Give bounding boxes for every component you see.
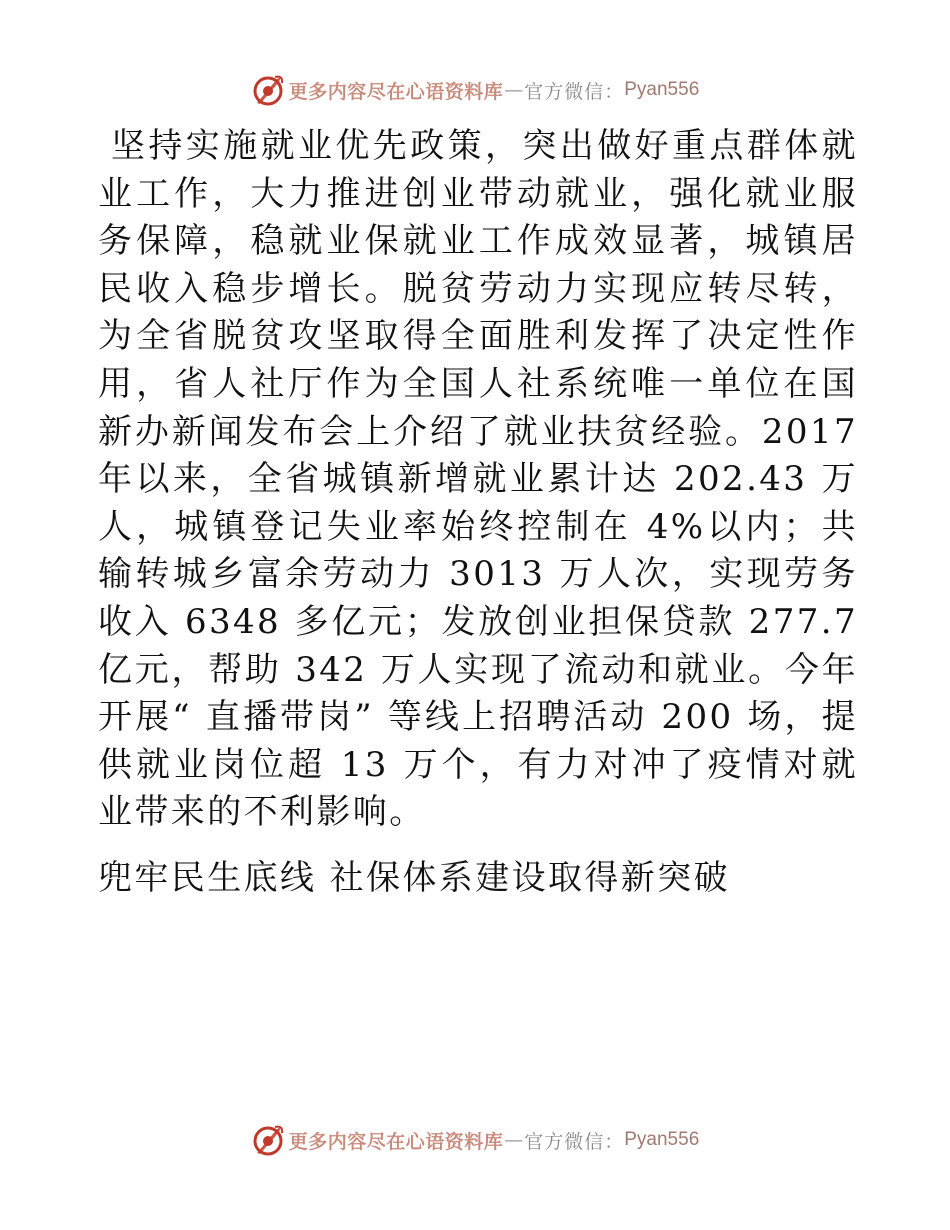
watermark-separator: —	[504, 1129, 524, 1151]
section-heading-text: 兜牢民生底线 社保体系建设取得新突破	[98, 857, 731, 898]
watermark-wechat-id: Pyan556	[624, 79, 700, 100]
watermark-footer	[0, 1120, 950, 1160]
watermark-separator: —	[504, 79, 524, 101]
watermark-wechat-id: Pyan556	[624, 1129, 700, 1150]
watermark-main-text: 更多内容尽在心语资料库	[288, 80, 504, 103]
quill-logo-icon	[251, 1123, 285, 1157]
watermark-wechat-label: 官方微信：	[524, 80, 625, 103]
watermark-main-text: 更多内容尽在心语资料库	[288, 1130, 504, 1153]
watermark-wechat-label: 官方微信：	[524, 1130, 625, 1153]
section-heading	[98, 855, 858, 903]
quill-logo-icon	[251, 73, 285, 107]
document-body	[98, 123, 858, 903]
body-paragraph	[98, 123, 858, 837]
body-paragraph-text: 坚持实施就业优先政策，突出做好重点群体就业工作，大力推进创业带动就业，强化就业服务保障，稳就业保就业工作成效显著，城镇居民收入稳步增长。脱贫劳动力实现应转尽转，为全省脱贫攻坚取得全面胜利发挥了决定性作用，省人社厅作为全国人社系统唯一单位在国新办新闻发布会上介绍了就业扶贫经验。2017 年以来，全省城镇新增就业累计达 202.43 万人，城镇登记失业率始终控制在 4%以内；共输转城乡富余劳动力 3013 万人次，实现劳务收入 6348 多亿元；发放创业担保贷款 277.7 亿元，帮助 342 万人实现了流动和就业。今年开展“ 直播带岗” 等线上招聘活动 200 场，提供就业岗位超 13 万个，有力对冲了疫情对就业带来的不利影响。	[98, 126, 858, 833]
watermark-header	[0, 70, 950, 110]
